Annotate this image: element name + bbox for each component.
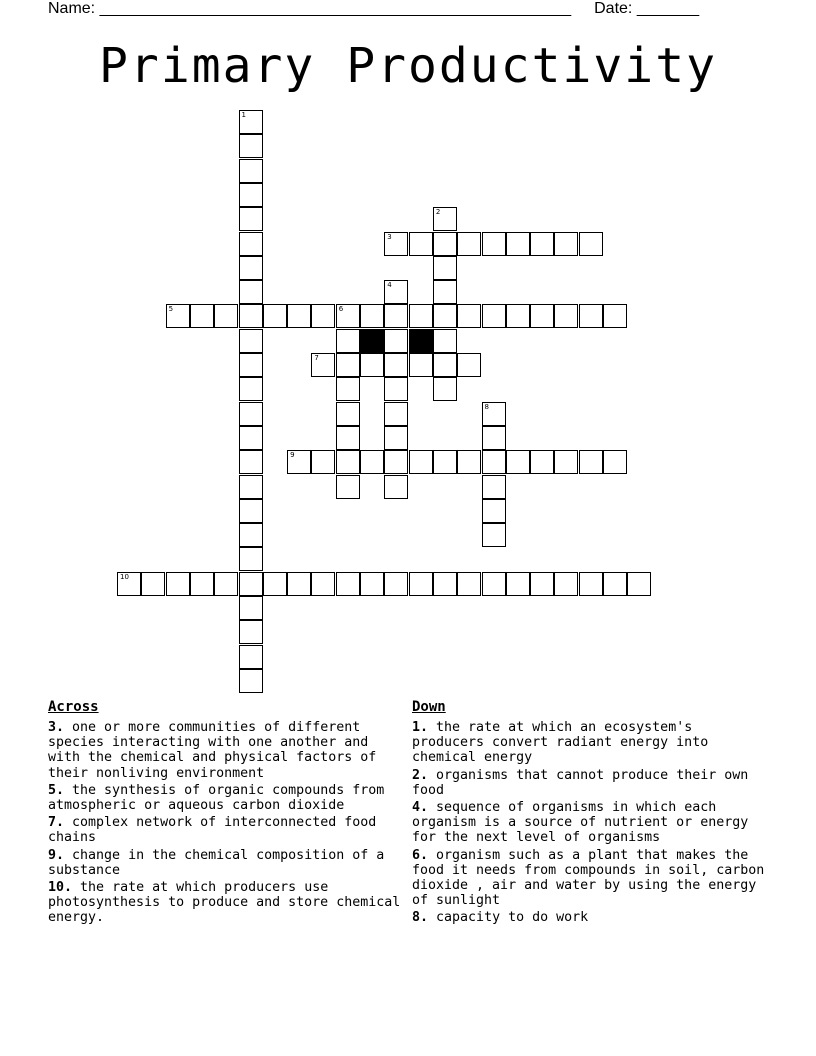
grid-cell[interactable] <box>482 402 506 426</box>
page-title: Primary Productivity <box>99 38 717 94</box>
grid-cell[interactable] <box>336 304 360 328</box>
clue-text: the rate at which producers use photosynthesis to produce and store chemical energy. <box>48 880 401 926</box>
clue-text: organism such as a plant that makes the food it needs from compounds in soil, carbon dioxide , air and water by using the energy of sunlight <box>412 847 765 909</box>
grid-cell[interactable] <box>384 304 408 328</box>
grid-cell[interactable] <box>506 450 530 474</box>
grid-cell[interactable] <box>336 377 360 401</box>
grid-cell[interactable] <box>554 450 578 474</box>
grid-cell[interactable] <box>409 232 433 256</box>
grid-cell[interactable] <box>239 353 263 377</box>
grid-cell[interactable] <box>239 329 263 353</box>
grid-cell[interactable] <box>239 110 263 134</box>
grid-cell[interactable] <box>384 329 408 353</box>
clue-text: organisms that cannot produce their own food <box>412 767 749 798</box>
grid-cell[interactable] <box>384 280 408 304</box>
grid-cell[interactable] <box>579 232 603 256</box>
grid-cell[interactable] <box>239 426 263 450</box>
grid-cell[interactable] <box>239 499 263 523</box>
clue-text: complex network of interconnected food chains <box>48 815 377 846</box>
grid-cell[interactable] <box>336 475 360 499</box>
grid-cell[interactable] <box>433 280 457 304</box>
grid-cell[interactable] <box>554 304 578 328</box>
grid-cell[interactable] <box>457 232 481 256</box>
grid-cell[interactable] <box>287 572 311 596</box>
grid-cell[interactable] <box>530 450 554 474</box>
grid-cell[interactable] <box>239 207 263 231</box>
grid-cell[interactable] <box>384 475 408 499</box>
clue-number: 9. <box>48 847 65 863</box>
grid-cell[interactable] <box>457 353 481 377</box>
grid-cell[interactable] <box>482 304 506 328</box>
grid-cell[interactable] <box>627 572 651 596</box>
grid-cell[interactable] <box>506 232 530 256</box>
across-heading: Across <box>48 699 99 715</box>
grid-cell[interactable] <box>239 620 263 644</box>
grid-cell[interactable] <box>336 353 360 377</box>
grid-cell[interactable] <box>603 572 627 596</box>
down-clue <box>412 800 772 846</box>
grid-cell[interactable] <box>239 645 263 669</box>
date-label: Date: <box>594 0 633 17</box>
grid-cell[interactable] <box>336 402 360 426</box>
grid-cell[interactable] <box>384 353 408 377</box>
grid-cell[interactable] <box>239 159 263 183</box>
grid-cell[interactable] <box>433 450 457 474</box>
clue-number-label: 1 <box>241 111 246 119</box>
grid-cell[interactable] <box>214 572 238 596</box>
grid-cell[interactable] <box>433 207 457 231</box>
clue-number: 2. <box>412 767 429 783</box>
clue-text: the synthesis of organic compounds from atmospheric or aqueous carbon dioxide <box>48 782 385 814</box>
clue-number-label: 8 <box>484 402 489 411</box>
grid-cell[interactable] <box>239 256 263 280</box>
grid-cell[interactable] <box>239 134 263 158</box>
grid-cell[interactable] <box>530 304 554 328</box>
grid-cell[interactable] <box>190 304 214 328</box>
down-clues <box>412 698 772 928</box>
grid-cell[interactable] <box>384 402 408 426</box>
clue-number: 6. <box>412 847 429 863</box>
grid-cell[interactable] <box>603 304 627 328</box>
grid-cell[interactable] <box>530 232 554 256</box>
black-square <box>409 329 433 353</box>
grid-cell[interactable] <box>239 377 263 401</box>
grid-cell[interactable] <box>433 572 457 596</box>
clue-number: 3. <box>48 720 65 735</box>
grid-cell[interactable] <box>506 304 530 328</box>
grid-cell[interactable] <box>457 572 481 596</box>
clue-number: 4. <box>412 800 429 816</box>
grid-cell[interactable] <box>166 304 190 328</box>
across-clue <box>48 720 403 781</box>
grid-cell[interactable] <box>433 304 457 328</box>
grid-cell[interactable] <box>239 572 263 596</box>
grid-cell[interactable] <box>190 572 214 596</box>
grid-cell[interactable] <box>384 450 408 474</box>
grid-cell[interactable] <box>409 450 433 474</box>
clue-number-label: 3 <box>387 232 392 241</box>
grid-cell[interactable] <box>360 304 384 328</box>
grid-cell[interactable] <box>433 353 457 377</box>
grid-cell[interactable] <box>457 450 481 474</box>
grid-cell[interactable] <box>506 572 530 596</box>
down-heading: Down <box>412 699 446 715</box>
grid-cell[interactable] <box>336 426 360 450</box>
grid-cell[interactable] <box>360 450 384 474</box>
grid-cell[interactable] <box>239 450 263 474</box>
clue-text: the rate at which an ecosystem's producers convert radiant energy into chemical energy <box>412 720 709 766</box>
clue-number: 7. <box>48 815 65 831</box>
clue-text: sequence of organisms in which each organism is a source of nutrient or energy for the next level of organisms <box>412 800 749 846</box>
grid-cell[interactable] <box>409 353 433 377</box>
clue-number-label: 9 <box>290 451 295 460</box>
clue-number: 5. <box>48 782 65 798</box>
clue-text: change in the chemical composition of a substance <box>48 847 385 878</box>
grid-cell[interactable] <box>579 304 603 328</box>
grid-cell[interactable] <box>384 232 408 256</box>
grid-cell[interactable] <box>263 304 287 328</box>
grid-cell[interactable] <box>482 426 506 450</box>
grid-cell[interactable] <box>433 377 457 401</box>
name-blank[interactable]: _____________________________________________________ <box>99 0 572 17</box>
clue-text: one or more communities of different species interacting with one another and with the chemical and physical factors of their nonliving environment <box>48 720 377 781</box>
clue-number-label: 7 <box>314 354 319 362</box>
grid-cell[interactable] <box>579 450 603 474</box>
grid-cell[interactable] <box>384 377 408 401</box>
grid-cell[interactable] <box>530 572 554 596</box>
across-clue <box>48 880 403 926</box>
across-clue <box>48 783 403 813</box>
grid-cell[interactable] <box>263 572 287 596</box>
grid-cell[interactable] <box>360 572 384 596</box>
across-clue <box>48 815 403 845</box>
grid-cell[interactable] <box>384 572 408 596</box>
date-blank[interactable]: _______ <box>636 0 700 17</box>
grid-cell[interactable] <box>554 572 578 596</box>
grid-cell[interactable] <box>141 572 165 596</box>
grid-cell[interactable] <box>239 523 263 547</box>
clue-number-label: 5 <box>168 305 174 314</box>
down-clue <box>412 848 772 909</box>
grid-cell[interactable] <box>457 304 481 328</box>
grid-cell[interactable] <box>336 450 360 474</box>
clue-number: 1. <box>412 720 429 735</box>
grid-cell[interactable] <box>482 475 506 499</box>
grid-cell[interactable] <box>433 256 457 280</box>
clue-number-label: 6 <box>338 305 344 314</box>
grid-cell[interactable] <box>482 499 506 523</box>
clue-number-label: 2 <box>435 208 441 217</box>
down-clue <box>412 910 772 925</box>
grid-cell[interactable] <box>239 402 263 426</box>
grid-cell[interactable] <box>603 450 627 474</box>
grid-cell[interactable] <box>360 353 384 377</box>
grid-cell[interactable] <box>433 329 457 353</box>
name-label: Name: <box>48 0 96 17</box>
clue-text: capacity to do work <box>436 910 589 926</box>
down-clue <box>412 768 772 798</box>
grid-cell[interactable] <box>579 572 603 596</box>
grid-cell[interactable] <box>239 596 263 620</box>
grid-cell[interactable] <box>336 329 360 353</box>
grid-cell[interactable] <box>239 280 263 304</box>
grid-cell[interactable] <box>311 304 335 328</box>
grid-cell[interactable] <box>336 572 360 596</box>
down-clue <box>412 720 772 766</box>
grid-cell[interactable] <box>239 232 263 256</box>
grid-cell[interactable] <box>239 304 263 328</box>
grid-cell[interactable] <box>554 232 578 256</box>
grid-cell[interactable] <box>409 304 433 328</box>
grid-cell[interactable] <box>433 232 457 256</box>
grid-cell[interactable] <box>287 450 311 474</box>
clue-number-label: 4 <box>387 281 392 290</box>
black-square <box>360 329 384 353</box>
across-clue <box>48 848 403 878</box>
grid-cell[interactable] <box>482 450 506 474</box>
clue-number-label: 10 <box>120 572 129 581</box>
grid-cell[interactable] <box>482 232 506 256</box>
grid-cell[interactable] <box>311 572 335 596</box>
grid-cell[interactable] <box>311 450 335 474</box>
grid-cell[interactable] <box>117 572 141 596</box>
grid-cell[interactable] <box>311 353 335 377</box>
grid-cell[interactable] <box>166 572 190 596</box>
clue-number: 10. <box>48 880 73 896</box>
clue-number: 8. <box>412 910 429 926</box>
grid-cell[interactable] <box>239 183 263 207</box>
grid-cell[interactable] <box>239 669 263 693</box>
grid-cell[interactable] <box>482 523 506 547</box>
grid-cell[interactable] <box>239 475 263 499</box>
grid-cell[interactable] <box>239 547 263 571</box>
grid-cell[interactable] <box>384 426 408 450</box>
grid-cell[interactable] <box>482 572 506 596</box>
grid-cell[interactable] <box>214 304 238 328</box>
grid-cell[interactable] <box>409 572 433 596</box>
across-clues <box>48 698 403 928</box>
grid-cell[interactable] <box>287 304 311 328</box>
